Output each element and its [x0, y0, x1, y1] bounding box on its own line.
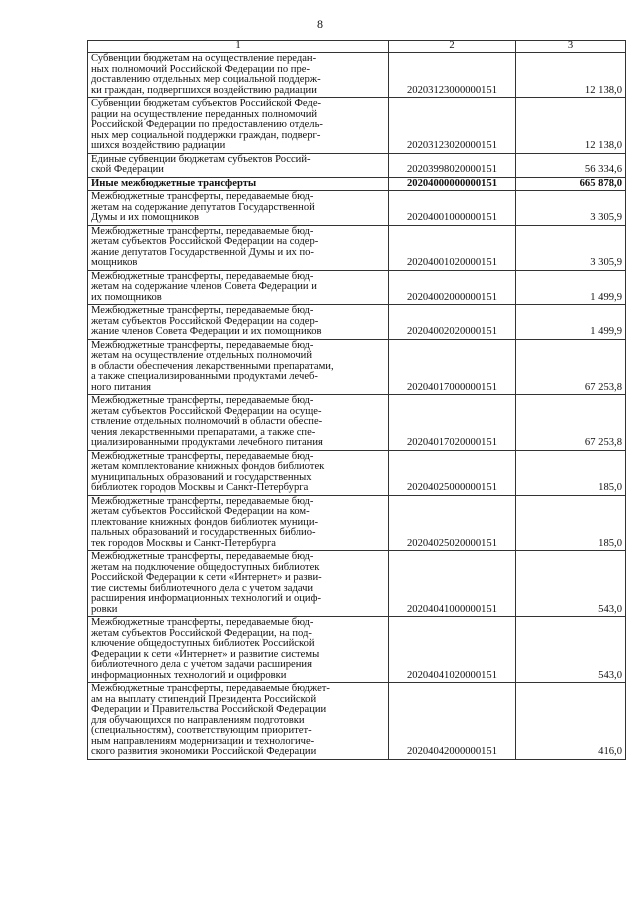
row-description-text: Иные межбюджетные трансферты — [91, 177, 257, 189]
row-code: 20203998020000151 — [389, 153, 516, 177]
row-description-text: Межбюджетные трансферты, передаваемые бюджет- ам на выплату стипендий Президента Российской Федерации и Правительства Российской Федерации для обучающихся по направлениям подготовки (специальностям), соответствующим приоритет- ным направлениям модернизации и технологиче- ского развития экономики Российской Федерации — [91, 683, 330, 757]
row-amount: 665 878,0 — [516, 177, 626, 191]
row-description-text: Межбюджетные трансферты, передаваемые бюд- жетам субъектов Российской Федерации на ком- плектование книжных фондов библиотек муници- пальных образований и государственных библио- тек городов Москвы и Санкт-Петербурга — [91, 495, 319, 549]
row-description — [88, 450, 389, 495]
page-number: 8 — [317, 17, 323, 31]
row-description-text: Межбюджетные трансферты, передаваемые бюд- жетам комплектование книжных фондов библиотек муниципальных образований и государственных библиотек городов Москвы и Санкт-Петербурга — [91, 450, 325, 493]
table-row — [88, 191, 626, 226]
row-description-text: Единые субвенции бюджетам субъектов Россий- ской Федерации — [91, 153, 311, 175]
table-row — [88, 339, 626, 395]
row-amount: 416,0 — [516, 683, 626, 760]
row-amount: 67 253,8 — [516, 339, 626, 395]
row-description — [88, 551, 389, 617]
row-code: 20204041020000151 — [389, 617, 516, 683]
row-amount: 543,0 — [516, 551, 626, 617]
budget-table — [87, 40, 626, 760]
row-code: 20203123020000151 — [389, 98, 516, 154]
row-description — [88, 53, 389, 98]
table-header-row — [88, 41, 626, 53]
table-row — [88, 305, 626, 340]
row-code: 20204042000000151 — [389, 683, 516, 760]
row-description-text: Межбюджетные трансферты, передаваемые бюд- жетам на содержание членов Совета Федерации и их помощников — [91, 270, 317, 303]
row-description — [88, 191, 389, 226]
row-description — [88, 270, 389, 305]
row-description — [88, 683, 389, 760]
row-code: 20204017020000151 — [389, 395, 516, 451]
row-description — [88, 177, 389, 191]
row-amount: 67 253,8 — [516, 395, 626, 451]
row-code: 20204000000000151 — [389, 177, 516, 191]
row-code: 20204001020000151 — [389, 225, 516, 270]
row-code: 20204002020000151 — [389, 305, 516, 340]
row-amount: 185,0 — [516, 450, 626, 495]
row-amount: 3 305,9 — [516, 225, 626, 270]
row-amount: 543,0 — [516, 617, 626, 683]
row-amount: 12 138,0 — [516, 98, 626, 154]
row-description — [88, 305, 389, 340]
table-row — [88, 551, 626, 617]
row-amount: 56 334,6 — [516, 153, 626, 177]
table-row — [88, 177, 626, 191]
table-row — [88, 270, 626, 305]
row-description-text: Межбюджетные трансферты, передаваемые бюд- жетам субъектов Российской Федерации на осуще- ствление отдельных полномочий в области обеспе- чения лекарственными препаратами, а также спе- циализированными продуктами лечебного питания — [91, 395, 323, 448]
table-row — [88, 495, 626, 551]
row-amount: 12 138,0 — [516, 53, 626, 98]
row-description-text: Межбюджетные трансферты, передаваемые бюд- жетам субъектов Российской Федерации, на под- ключение общедоступных библиотек Российской Федерации к сети «Интернет» и развитие системы библиотечного дела с учетом задачи расширения информационных технологий и оцифровки — [91, 617, 320, 681]
table-row — [88, 98, 626, 154]
row-amount: 185,0 — [516, 495, 626, 551]
budget-table-body — [88, 41, 626, 760]
row-description-text: Межбюджетные трансферты, передаваемые бюд- жетам на подключение общедоступных библиотек Российской Федерации к сети «Интернет» и разви- тие системы библиотечного дела с учетом задачи расширения информационных технологий и оциф- ровки — [91, 551, 322, 615]
row-code: 20203123000000151 — [389, 53, 516, 98]
row-description — [88, 395, 389, 451]
row-description — [88, 153, 389, 177]
row-description-text: Субвенции бюджетам на осуществление передан- ных полномочий Российской Федерации по пре- доставлению отдельных мер социальной поддерж- ки граждан, подвергшихся воздействию радиации — [91, 53, 321, 96]
row-description-text: Межбюджетные трансферты, передаваемые бюд- жетам субъектов Российской Федерации на содер- жание депутатов Государственной Думы и их по- мощников — [91, 225, 319, 268]
row-description-text: Межбюджетные трансферты, передаваемые бюд- жетам на осуществление отдельных полномочий в области обеспечения лекарственными препаратами, а также специализированными продуктами лечеб- ного питания — [91, 339, 334, 393]
header-col-2: 2 — [389, 41, 516, 53]
row-code: 20204017000000151 — [389, 339, 516, 395]
table-row — [88, 153, 626, 177]
row-description-text: Субвенции бюджетам субъектов Российской Феде- рации на осуществление переданных полномочий Российской Федерации по предоставлению отдель- ных мер социальной поддержки граждан, подверг- шихся воздействию радиации — [91, 98, 323, 151]
row-amount: 1 499,9 — [516, 305, 626, 340]
row-description — [88, 495, 389, 551]
row-description — [88, 225, 389, 270]
header-col-1: 1 — [88, 41, 389, 53]
header-col-3: 3 — [516, 41, 626, 53]
table-row — [88, 225, 626, 270]
row-description-text: Межбюджетные трансферты, передаваемые бюд- жетам субъектов Российской Федерации на содер- жание членов Совета Федерации и их помощников — [91, 305, 322, 337]
table-row — [88, 683, 626, 760]
table-row — [88, 617, 626, 683]
row-code: 20204025000000151 — [389, 450, 516, 495]
row-code: 20204025020000151 — [389, 495, 516, 551]
row-code: 20204041000000151 — [389, 551, 516, 617]
row-description — [88, 98, 389, 154]
table-row — [88, 395, 626, 451]
table-row — [88, 53, 626, 98]
row-code: 20204001000000151 — [389, 191, 516, 226]
table-row — [88, 450, 626, 495]
row-amount: 1 499,9 — [516, 270, 626, 305]
row-amount: 3 305,9 — [516, 191, 626, 226]
row-code: 20204002000000151 — [389, 270, 516, 305]
row-description — [88, 339, 389, 395]
row-description — [88, 617, 389, 683]
row-description-text: Межбюджетные трансферты, передаваемые бюд- жетам на содержание депутатов Государственной Думы и их помощников — [91, 191, 315, 223]
